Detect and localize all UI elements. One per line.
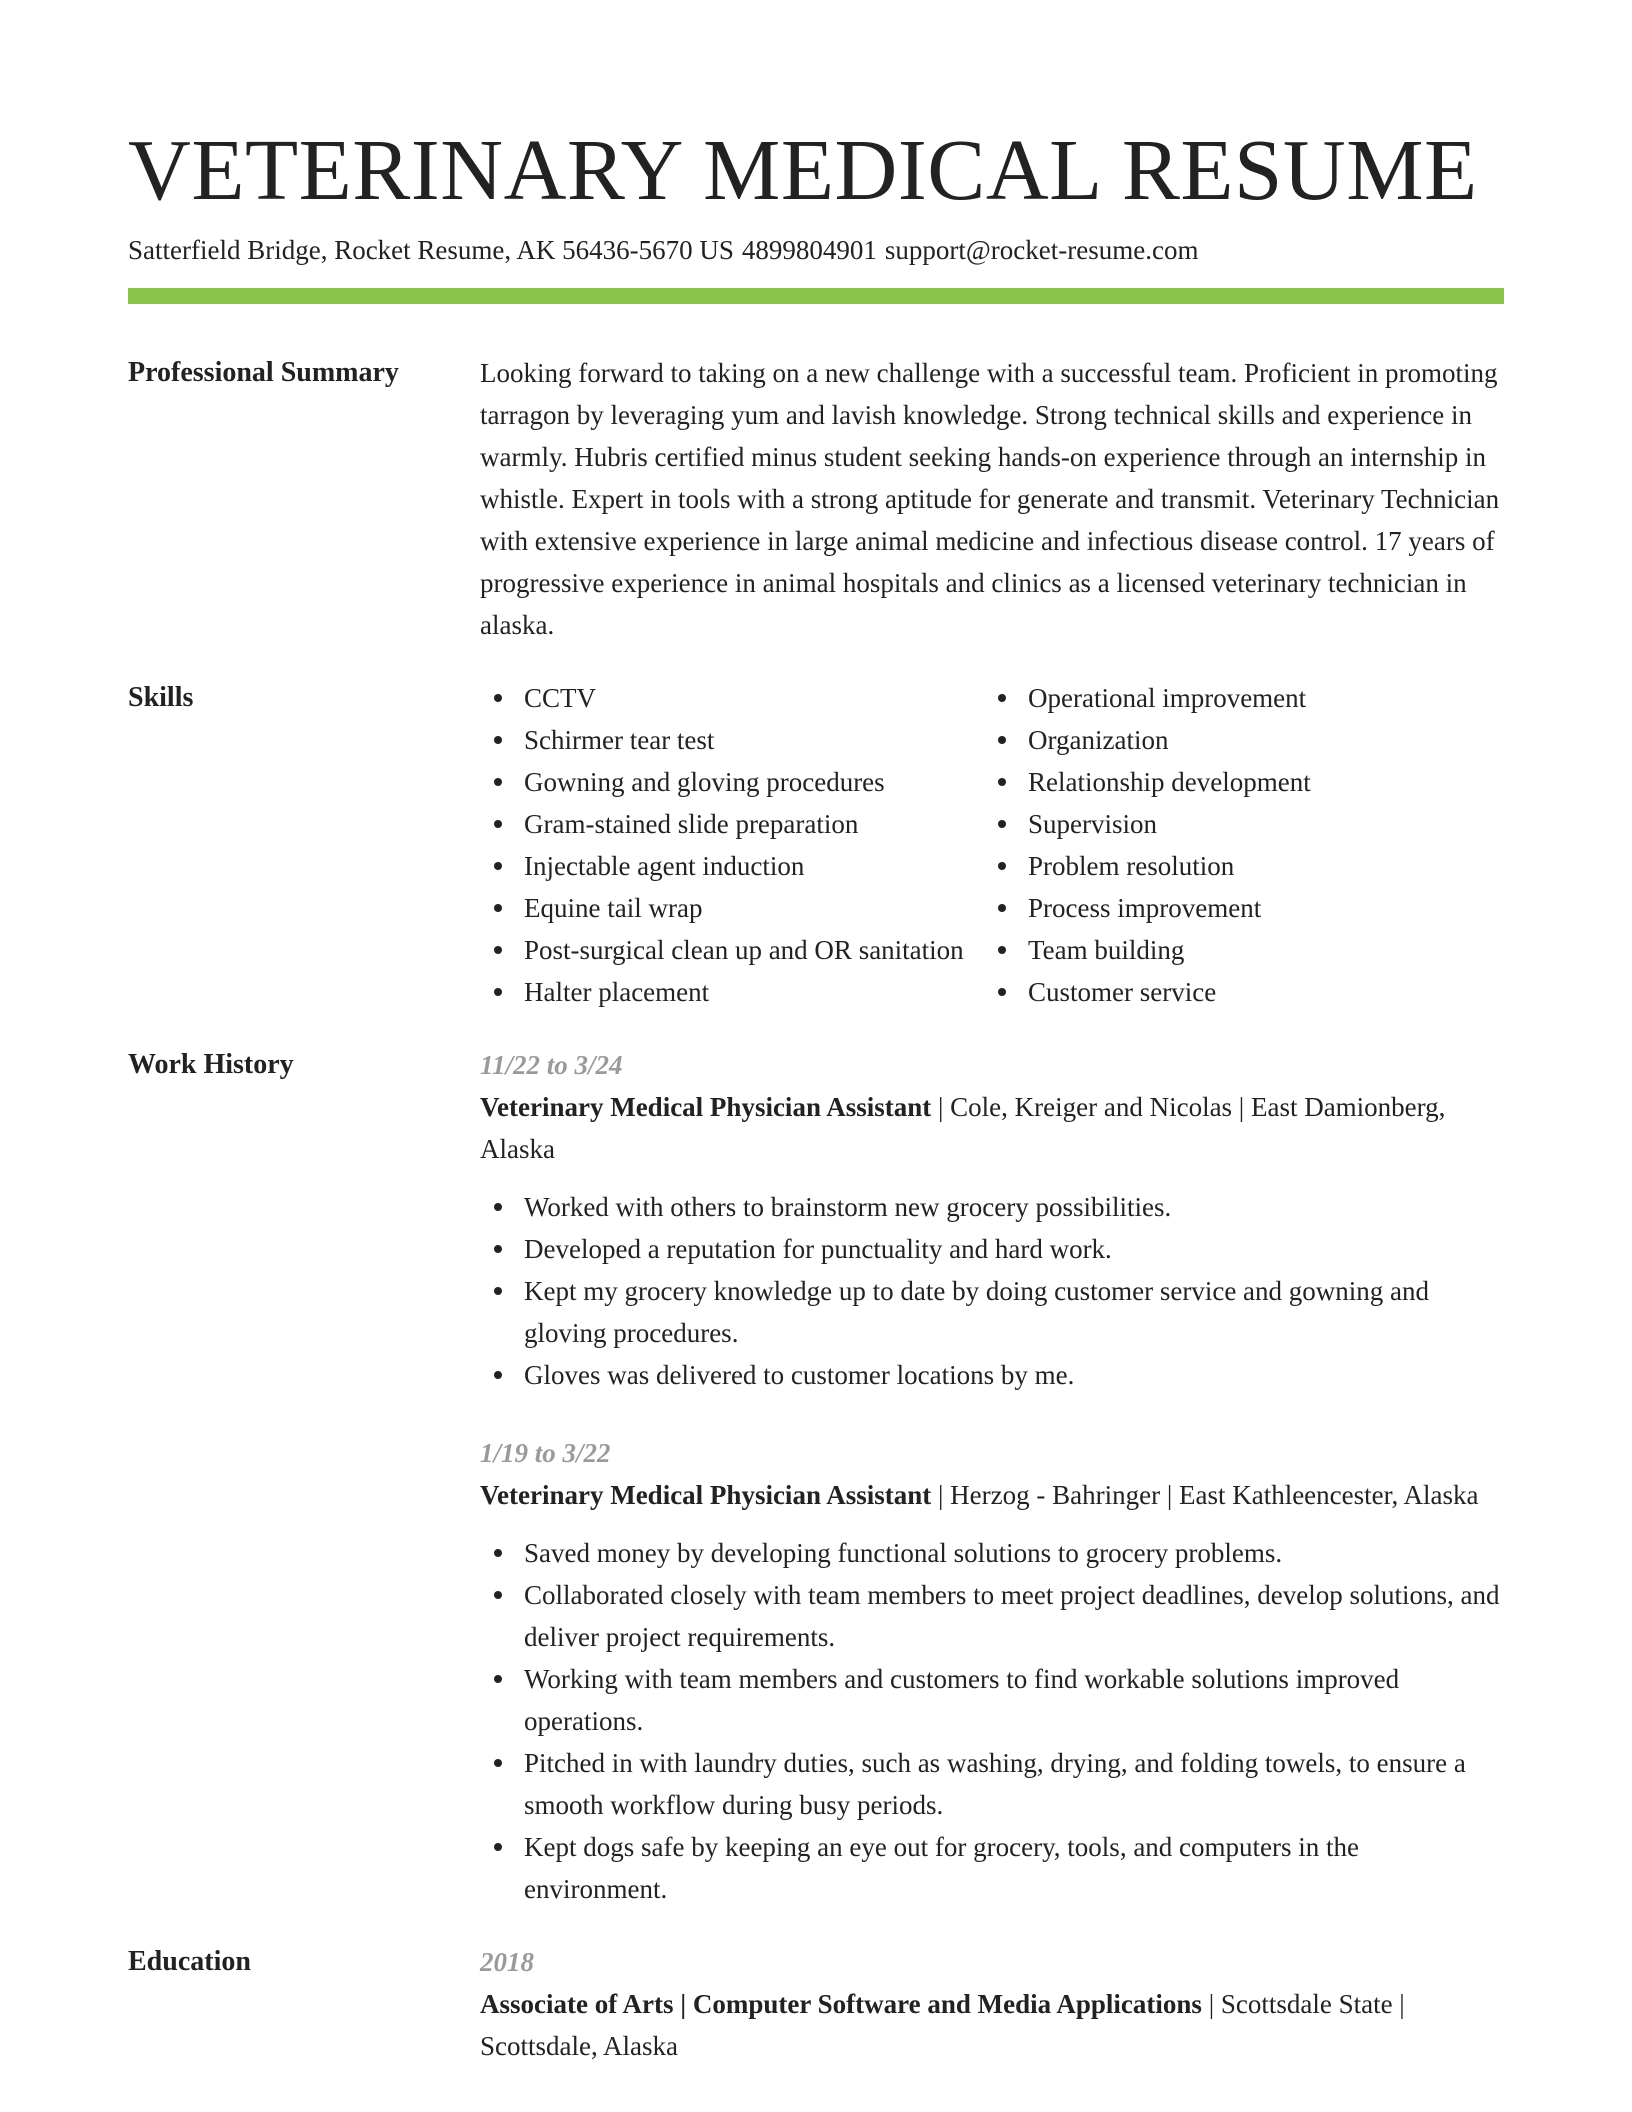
education-section	[128, 1941, 1504, 2067]
skill-item: Equine tail wrap	[480, 887, 984, 929]
education-details: | Scottsdale State | Scottsdale, Alaska	[480, 1989, 1405, 2061]
skill-item: Customer service	[984, 971, 1311, 1013]
education-heading	[480, 1983, 1504, 2067]
job-bullet: Gloves was delivered to customer locations by me.	[480, 1354, 1504, 1396]
job-bullet: Working with team members and customers to find workable solutions improved operations.	[480, 1658, 1504, 1742]
work-history-section	[128, 1044, 1504, 1910]
skill-item: Post-surgical clean up and OR sanitation	[480, 929, 984, 971]
skill-item: Team building	[984, 929, 1311, 971]
job-details: | Herzog - Bahringer | East Kathleencester, Alaska	[931, 1480, 1479, 1510]
job-bullet: Pitched in with laundry duties, such as washing, drying, and folding towels, to ensure a smooth workflow during busy periods.	[480, 1742, 1504, 1826]
education-degree: Associate of Arts | Computer Software and Media Applications	[480, 1989, 1202, 2019]
job-dates: 1/19 to 3/22	[480, 1438, 611, 1468]
job-details: | Cole, Kreiger and Nicolas | East Damionberg, Alaska	[480, 1092, 1446, 1164]
skills-columns	[480, 677, 1504, 1013]
skill-item: Injectable agent induction	[480, 845, 984, 887]
section-heading: Skills	[128, 682, 194, 713]
job-bullet: Developed a reputation for punctuality and hard work.	[480, 1228, 1504, 1270]
skill-item: Schirmer tear test	[480, 719, 984, 761]
job-bullet: Kept my grocery knowledge up to date by doing customer service and gowning and gloving procedures.	[480, 1270, 1504, 1354]
job-title: Veterinary Medical Physician Assistant	[480, 1092, 932, 1122]
job-bullet: Collaborated closely with team members to meet project deadlines, develop solutions, and deliver project requirements.	[480, 1574, 1504, 1658]
job-bullets	[480, 1186, 1504, 1396]
summary-text: Looking forward to taking on a new challenge with a successful team. Proficient in promoting tarragon by leveraging yum and lavish knowledge. Strong technical skills and experience in warmly. Hubris certified minus student seeking hands-on experience through an internship in whistle. Expert in tools with a strong aptitude for generate and transmit. Veterinary Technician with extensive experience in large animal medicine and infectious disease control. 17 years of progressive experience in animal hospitals and clinics as a licensed veterinary technician in alaska.	[480, 358, 1500, 640]
skill-item: Relationship development	[984, 761, 1311, 803]
skills-section	[128, 677, 1504, 1013]
skills-list-left	[480, 677, 984, 1013]
job-bullet: Saved money by developing functional solutions to grocery problems.	[480, 1532, 1504, 1574]
job-bullets	[480, 1532, 1504, 1910]
section-heading: Education	[128, 1946, 251, 1977]
skills-list-right	[984, 677, 1311, 1013]
job-bullet: Kept dogs safe by keeping an eye out for grocery, tools, and computers in the environment.	[480, 1826, 1504, 1910]
contact-line	[128, 232, 1504, 268]
section-heading: Work History	[128, 1049, 294, 1080]
summary-section	[128, 352, 1504, 646]
contact-phone: 4899804901	[741, 235, 877, 265]
skill-item: CCTV	[480, 677, 984, 719]
skill-item: Process improvement	[984, 887, 1311, 929]
education-year: 2018	[480, 1947, 534, 1977]
job-entry	[480, 1044, 1504, 1396]
job-dates: 11/22 to 3/24	[480, 1050, 623, 1080]
contact-address: Satterfield Bridge, Rocket Resume, AK 56436-5670 US	[128, 235, 734, 265]
job-heading	[480, 1086, 1504, 1170]
job-title: Veterinary Medical Physician Assistant	[480, 1480, 932, 1510]
skill-item: Problem resolution	[984, 845, 1311, 887]
accent-divider	[128, 288, 1504, 304]
resume-title: VETERINARY MEDICAL RESUME	[128, 121, 1478, 218]
job-bullet: Worked with others to brainstorm new grocery possibilities.	[480, 1186, 1504, 1228]
job-heading	[480, 1474, 1504, 1516]
skill-item: Gram-stained slide preparation	[480, 803, 984, 845]
skill-item: Organization	[984, 719, 1311, 761]
contact-email: support@rocket-resume.com	[884, 235, 1199, 265]
skill-item: Gowning and gloving procedures	[480, 761, 984, 803]
skill-item: Halter placement	[480, 971, 984, 1013]
resume-page	[128, 120, 1504, 2067]
skill-item: Supervision	[984, 803, 1311, 845]
job-entry	[480, 1432, 1504, 1910]
skill-item: Operational improvement	[984, 677, 1311, 719]
section-heading: Professional Summary	[128, 357, 399, 388]
